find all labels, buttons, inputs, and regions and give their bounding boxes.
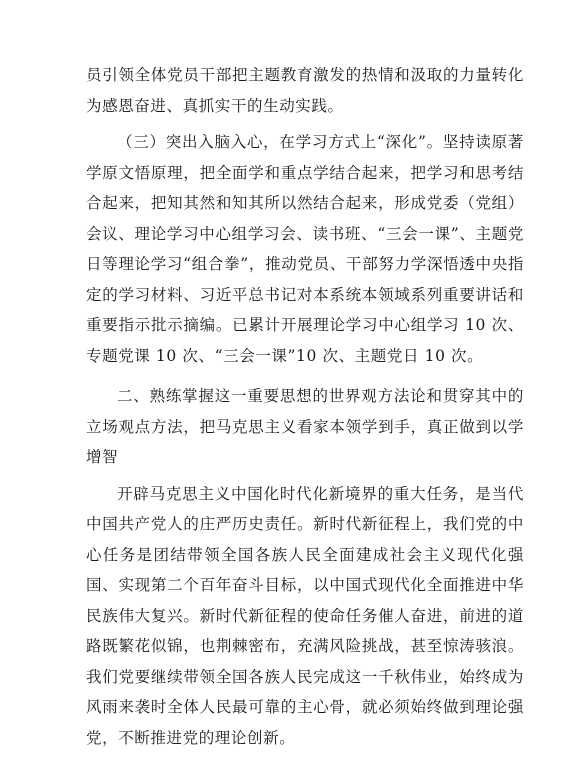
section-heading-two: 二、熟练掌握这一重要思想的世界观方法论和贯穿其中的立场观点方法，把马克思主义看家本领学到手，真正做到以学增智 bbox=[86, 387, 524, 466]
paragraph-study-method: （三）突出入脑入心，在学习方式上“深化”。坚持读原著学原文悟原理，把全面学和重点学结合起来，把学习和思考结合起来，把知其然和知其所以然结合起来，形成党委（党组）会议、理论学习中心组学习会、读书班、“三会一课”、主题党日等理论学习“组合拳”，推动党员、干部努力学深悟透中央指定的学习材料、习近平总书记对本系统本领域系列重要讲话和重要指示批示摘编。已累计开展理论学习中心组学习 10 次、专题党课 10 次、“三会一课”10 次、主题党日 10 次。 bbox=[86, 133, 524, 365]
paragraph-theory-innovation: 开辟马克思主义中国化时代化新境界的重大任务，是当代中国共产党人的庄严历史责任。新时代新征程上，我们党的中心任务是团结带领全国各族人民全面建成社会主义现代化强国、实现第二个百年奋斗目标，以中国式现代化全面推进中华民族伟大复兴。新时代新征程的使命任务催人奋进，前进的道路既繁花似锦，也荆棘密布，充满风险挑战，甚至惊涛骇浪。我们党要继续带领全国各族人民完成这一千秋伟业，始终成为风雨来袭时全体人民最可靠的主心骨，就必须始终做到理论强党，不断推进党的理论创新。 bbox=[86, 484, 524, 747]
paragraph-continuation: 员引领全体党员干部把主题教育激发的热情和汲取的力量转化为感恩奋进、真抓实干的生动实践。 bbox=[86, 66, 524, 115]
